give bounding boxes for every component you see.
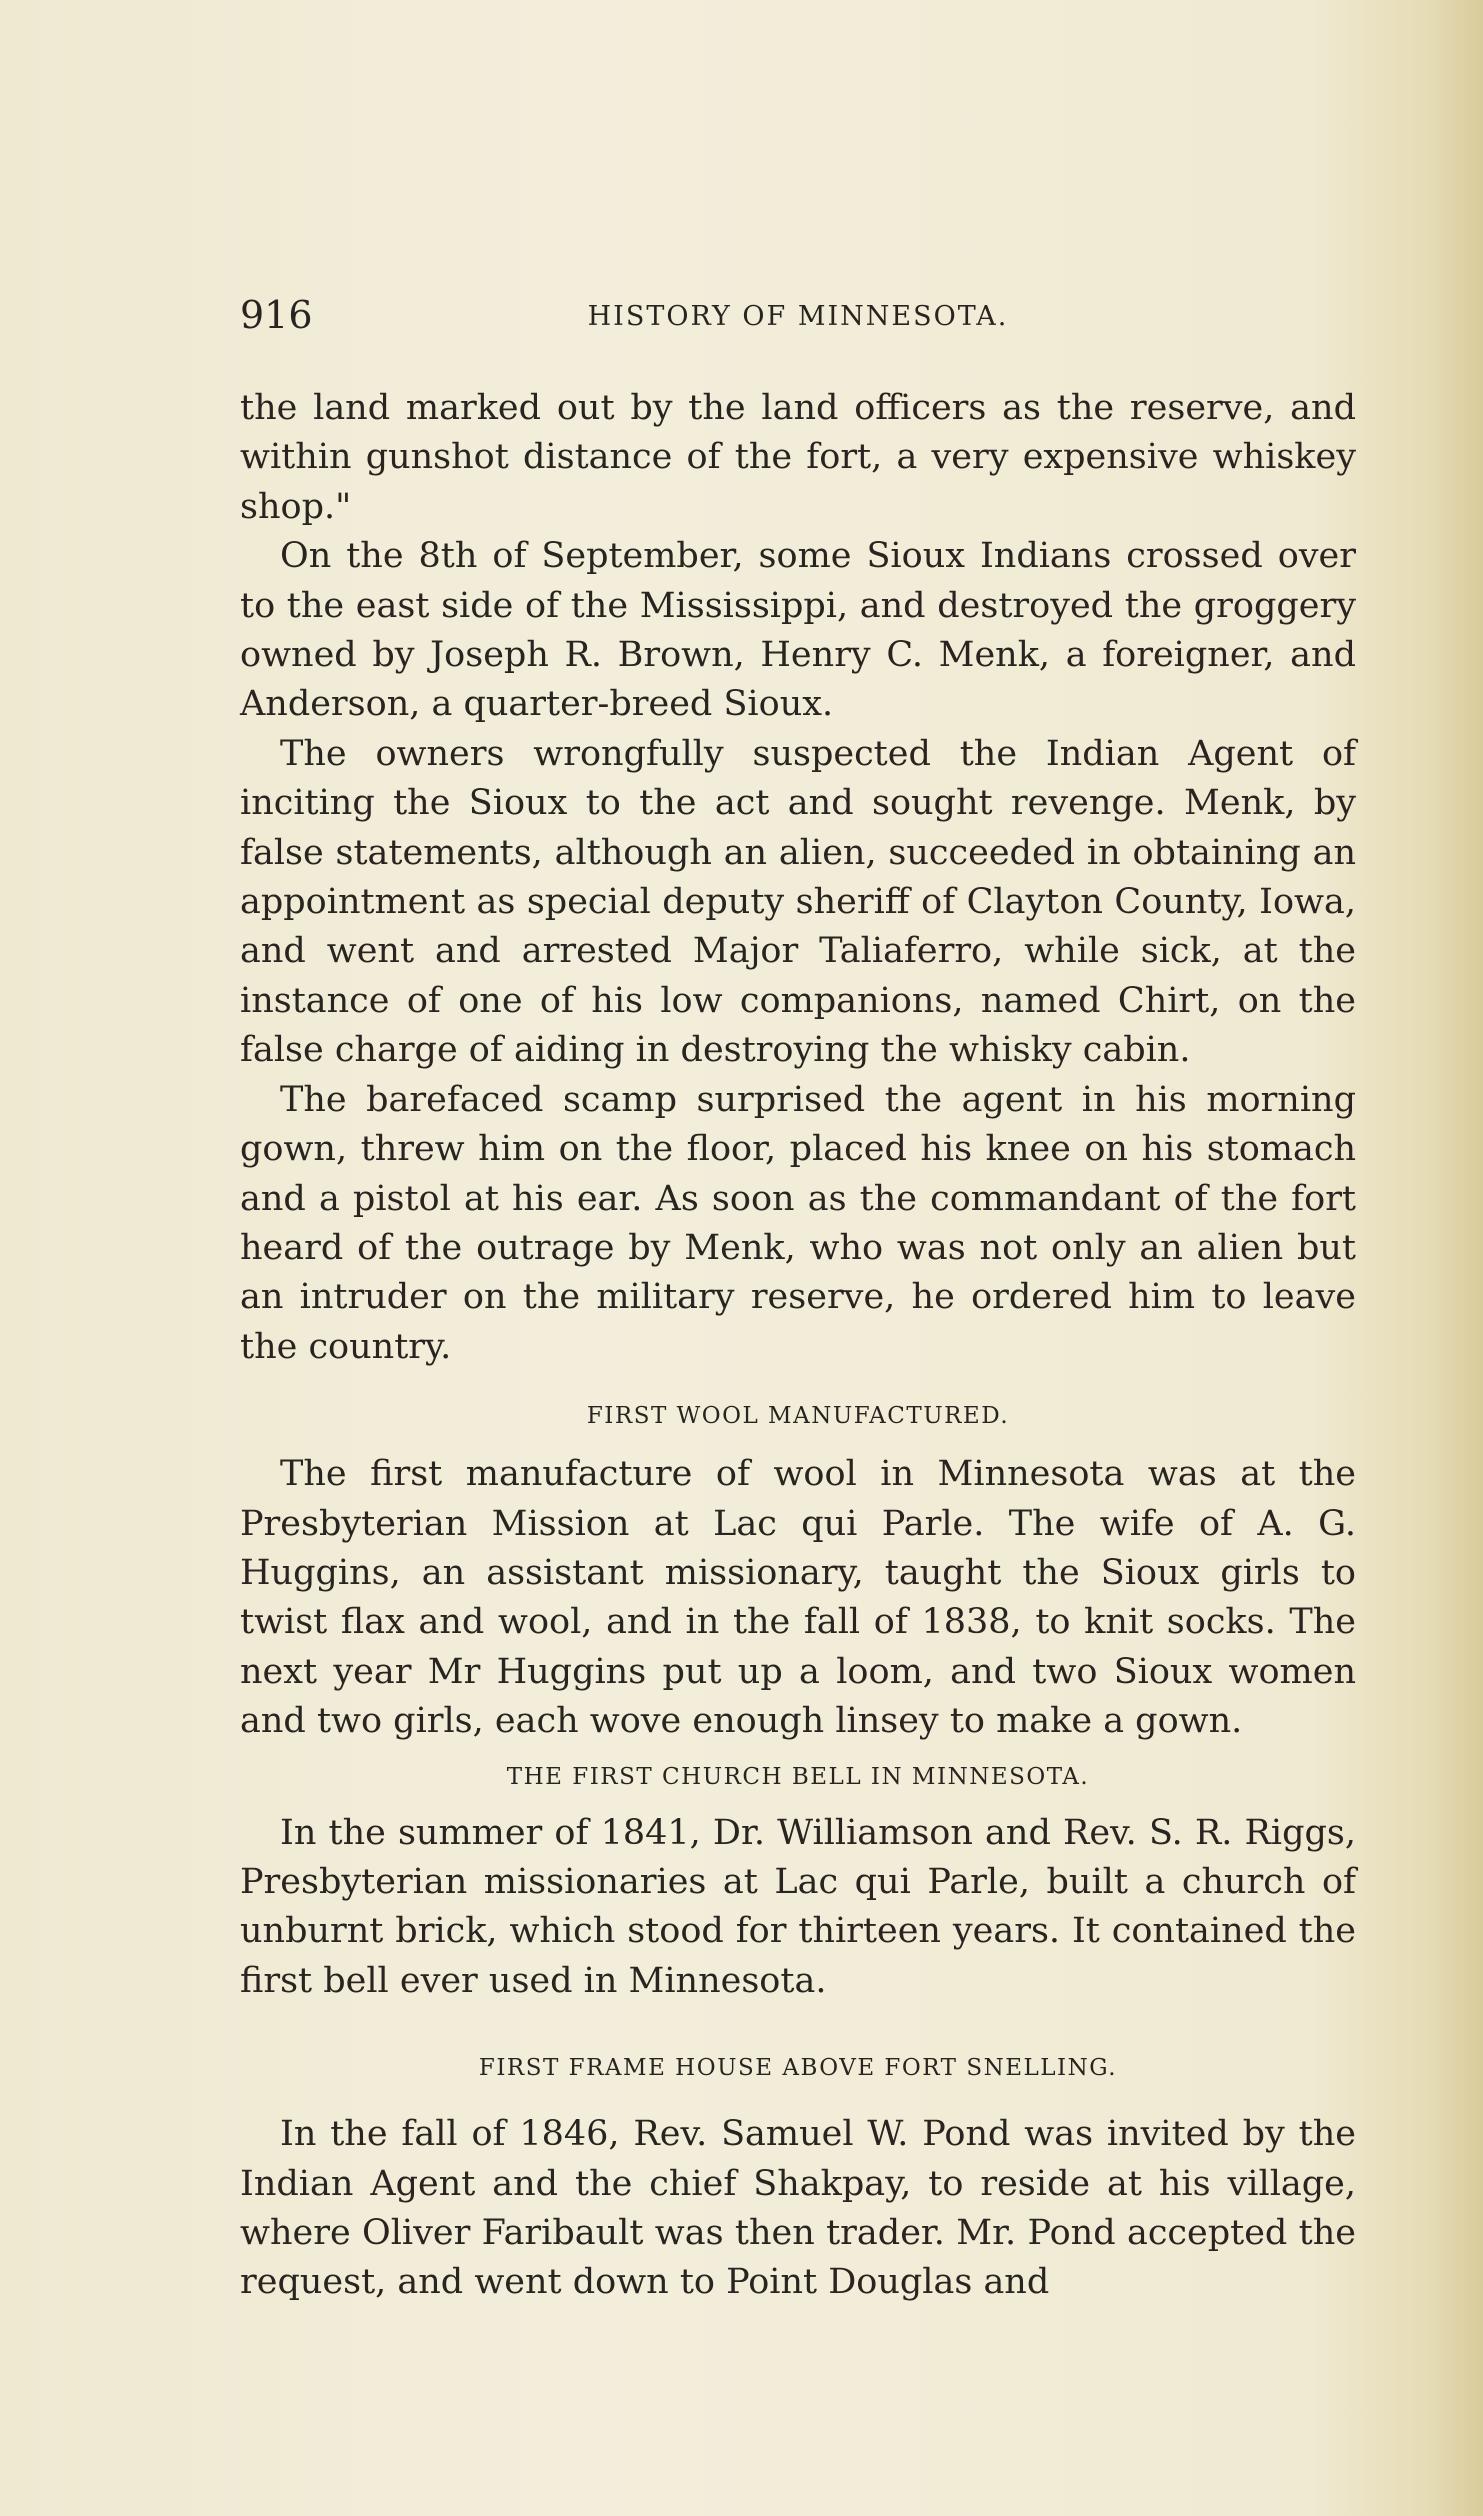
section-text-church-bell: In the summer of 1841, Dr. Williamson and Rev. S. R. Riggs, Presbyterian missionaries at Lac qui Parle, built a church of unburnt brick, which stood for thirteen years. It contained the first bell ever used in Minnesota. [240, 1812, 1356, 2001]
paragraph-continued: the land marked out by the land officers as the reserve, and within gunshot distance of the fort, a very expensive whiskey shop." [240, 388, 1356, 527]
page-content [240, 290, 1356, 2308]
section-heading-wool: FIRST WOOL MANUFACTURED. [586, 1403, 1010, 1430]
paragraph-scamp: The barefaced scamp surprised the agent in his morning gown, threw him on the floor, placed his knee on his stomach and a pistol at his ear. As soon as the commandant of the fort heard of the outrage by Menk, who was not only an alien but an intruder on the military reserve, he ordered him to leave the country. [240, 1079, 1356, 1367]
paragraph-groggery-destroyed: On the 8th of September, some Sioux Indians crossed over to the east side of the Mississippi, and destroyed the groggery owned by Joseph R. Brown, Henry C. Menk, a foreigner, and Anderson, a quarter-breed Sioux. [240, 536, 1356, 725]
section-heading-church-bell: THE FIRST CHURCH BELL IN MINNESOTA. [506, 1763, 1090, 1790]
section-text-wool: The first manufacture of wool in Minnesota was at the Presbyterian Mission at Lac qui Parle. The wife of A. G. Huggins, an assistant missionary, taught the Sioux girls to twist flax and wool, and in the fall of 1838, to knit socks. The next year Mr Huggins put up a loom, and two Sioux women and two girls, each wove enough linsey to make a gown. [240, 1454, 1356, 1742]
running-title: HISTORY OF MINNESOTA. [587, 301, 1009, 332]
section-text-frame-house: In the fall of 1846, Rev. Samuel W. Pond was invited by the Indian Agent and the chief Shakpay, to reside at his village, where Oliver Faribault was then trader. Mr. Pond accepted the request, and went down to Point Douglas and [240, 2114, 1356, 2303]
page-number: 916 [240, 293, 313, 337]
running-head [240, 290, 1356, 342]
paragraph-revenge: The owners wrongfully suspected the Indian Agent of inciting the Sioux to the act and sought revenge. Menk, by false statements, although an alien, succeeded in obtaining an appointment as special deputy sheriff of Clayton County, Iowa, and went and arrested Major Taliaferro, while sick, at the instance of one of his low companions, named Chirt, on the false charge of aiding in destroying the whisky cabin. [240, 733, 1356, 1071]
section-heading-frame-house: FIRST FRAME HOUSE ABOVE FORT SNELLING. [478, 2055, 1118, 2082]
